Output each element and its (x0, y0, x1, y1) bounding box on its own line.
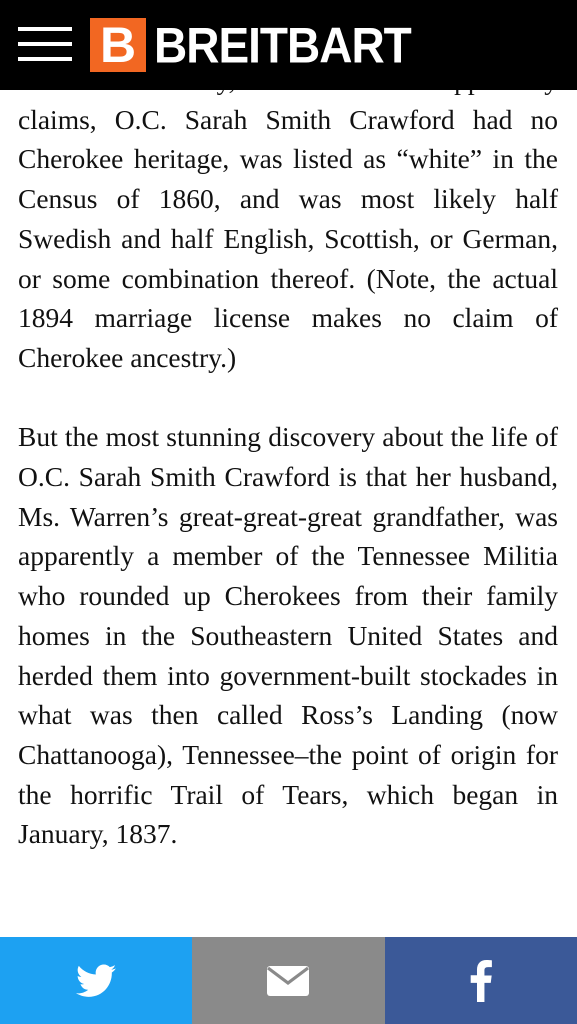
logo-wordmark: BREITBART (154, 16, 411, 74)
article-paragraph: But the most stunning discovery about the life of O.C. Sarah Smith Crawford is that her husband, Ms. Warren’s great-great-great grandfather, was apparently a member of the Tennessee Militia who rounded up Cherokees from their family homes in the Southeastern United States and herded them into government-built stockades in what was then called Ross’s Landing (now Chattanooga), Tennessee–the point of origin for the horrific Trail of Tears, which began in January, 1837. (18, 421, 558, 850)
share-email-button[interactable] (192, 937, 384, 1024)
article-body (18, 60, 558, 854)
breitbart-logo[interactable] (90, 18, 411, 72)
article-paragraph: claims, O.C. Sarah Smith Crawford had no Cherokee heritage, was listed as “white” in the Census of 1860, and was most likely half Swedish and half English, Scottish, or German, or some combination thereof. (Note, the actual 1894 marriage license makes no claim of Cherokee ancestry.) (18, 103, 558, 373)
twitter-bird-icon (76, 964, 116, 998)
menu-line (18, 27, 72, 31)
facebook-f-icon (469, 960, 493, 1002)
share-facebook-button[interactable] (385, 937, 577, 1024)
share-bar (0, 937, 577, 1024)
logo-letter-box: B (90, 18, 146, 72)
envelope-icon (267, 966, 309, 996)
site-header (0, 0, 577, 90)
hamburger-menu-icon[interactable] (18, 27, 72, 61)
menu-line (18, 42, 72, 46)
menu-line (18, 57, 72, 61)
share-twitter-button[interactable] (0, 937, 192, 1024)
